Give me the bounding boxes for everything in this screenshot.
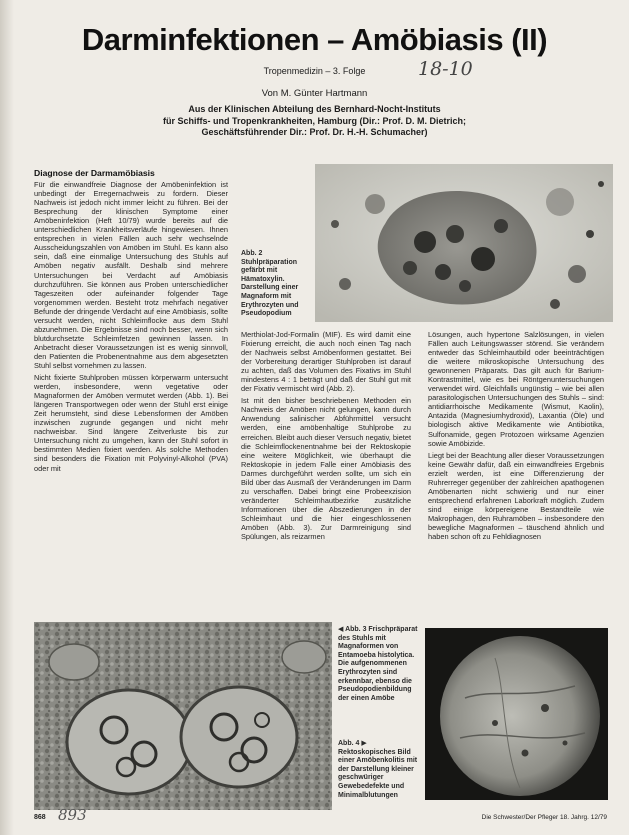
text-column-middle (241, 330, 411, 613)
paragraph: Merthiolat-Jod-Formalin (MIF). Es wird damit eine Fixierung erreicht, die auch noch einen Tag nach der Nachweis selbst Amöbenformen gestattet. Bei der Vorbereitung derartiger Stuhlproben ist darauf zu achten, daß das Volumen des Fixativs im Stuhl mindestens 4 : 1 beträgt und daß der Stuhl gut mit der Fixativ vermischt wird (Abb. 2). (241, 330, 411, 394)
paragraph: Liegt bei der Beachtung aller dieser Voraussetzungen keine Gewähr dafür, daß ein einwandfreies Ergebnis erzielt werden, ist eine Differenzierung der Ruhrerreger gegenüber der zahlreichen apathogenen Amöbenarten nicht schwierig und nur einer entsprechend erfahrenen Laborkraft möglich. Zudem sind einige körpereigene Bestandteile wie Makrophagen, den Ruhramöben – insbesondere den bewegliche Magnaformen – täuschend ähnlich und haben schon oft zu Fehldiagnosen (428, 450, 604, 542)
handwritten-page-note: 893 (58, 806, 87, 824)
author-line: Von M. Günter Hartmann (261, 88, 368, 99)
text-column-right (428, 330, 604, 613)
section-heading: Diagnose der Darmamöbiasis (34, 169, 155, 178)
paragraph: Nicht fixierte Stuhlproben müssen körperwarm untersucht werden, insbesondere, wenn vegetative oder Magnaformen der Amöben vermutet werden (Abb. 1). Bei längeren Transportwegen oder wenn der Stuhl erst einige Zeit herumsteht, sind diese Lebensformen der Amöben inzwischen zugrunde gegangen und nicht mehr nachweisbar. Sind längere Zeitverluste bis zur Untersuchung nicht zu umgehen, kann der Stuhl sofort in bestimmten Medien fixiert werden. Als solche Methoden sind besonders die Fixation mit Polyvinyl-Alkohol (PVA) oder mit (34, 373, 228, 473)
journal-footer: Die Schwester/Der Pfleger 18. Jahrg. 12/79 (481, 814, 607, 821)
page-number: 868 (34, 814, 46, 821)
handwritten-note: 18-10 (418, 58, 473, 80)
stained-smear-image (315, 164, 613, 322)
fresh-stool-preparation-image (34, 622, 332, 810)
paragraph: Lösungen, auch hypertone Salzlösungen, in vielen Fällen auch Leitungswasser störend. Sie verändern entweder das Schleimhautbild oder beeinträchtigen die weitere mikroskopische Untersuchung des gewonnenen Präparats. Das gilt auch für Barium-Kontrastmittel, wie es bei Röntgenuntersuchungen verwendet wird. Gleichfalls ungünstig – wie bei allen parasitologischen Untersuchungen des Stuhls – sind: antidiarrhoische Medikamente (Wismut, Kaolin), Antazida (Magnesiumhydroxid), Laxantia (Öle) und biologisch aktive Medikamente wie Antibiotika, Sulfonamide, gegen Protozoen wirksame Agenzien sowie Amöbizide. (428, 330, 604, 448)
page-binding-shadow (0, 0, 14, 835)
article-title: Darminfektionen – Amöbiasis (II) (81, 22, 548, 57)
affiliation (60, 104, 569, 139)
figure-2-caption: Abb. 2 Stuhlpräparation gefärbt mit Hämatoxylin. Darstellung einer Magnaform mit Erythrozyten und Pseudopodium (241, 250, 299, 318)
affiliation-line: Aus der Klinischen Abteilung des Bernhard-Nocht-Instituts (188, 104, 441, 114)
figure-4-endoscopy (425, 628, 608, 800)
paragraph: Ist mit den bisher beschriebenen Methoden ein Nachweis der Amöben nicht gelungen, kann durch Anwendung salinischer Abführmittel versucht werden, eine amöbenhaltige Stuhlprobe zu erreichen. Bleibt auch dieser Versuch negativ, bietet die Schleimflockenentnahme bei der Rektoskopie eine weitere Möglichkeit, wie überhaupt die Rektoskopie in jedem Falle einer Amöbiasis des Darmes durchgeführt werden sollte, um sich ein Bild über das Ausmaß der Veränderungen im Darm zu verschaffen. Dabei bringt eine Probeexzision veränderter Schleimhautbezirke zusätzliche Informationen über die Abszedierungen in der Schleimhaut und die hier eingeschlossenen Amöben (Abb. 3). Zur Darmreinigung sind Spülungen, als reizarmen (241, 396, 411, 542)
paragraph: Für die einwandfreie Diagnose der Amöbeninfektion ist unbedingt der Erregernachweis zu fordern. Dieser Nachweis ist jedoch nicht immer leicht zu führen. Bei der Besprechung der klinischen Symptome einer Amöbeninfektion (Heft 10/79) wurde bereits auf die unterschiedlichen Krankheitsverläufe hingewiesen. Ihnen entsprechen in vielen Fällen auch sehr wechselnde Ausscheidungszahlen von Amöben im Stuhl. Es kann also sein, daß eine einmalige Untersuchung des Stuhls auf Amöben negativ ausfällt. Deshalb sind mehrere Untersuchungen bei Verdacht auf Amöbiasis durchzuführen. Sie können aus Proben unterschiedlicher Tageszeiten oder aufeinander folgender Tage vorgenommen werden. Besteht trotz mehrfach negativer Befunde der dringende Verdacht auf eine Amöbiasis, sollte versucht werden, nicht Schleimflocke aus dem Stuhl abzunehmen. Die Ergebnisse sind noch besser, wenn sich blutdurchsetzte Schleimfetzen gewinnen lassen. In Anbetracht dieser Voraussetzungen ist es wenig sinnvoll, den Patienten die Probenentnahme aus dem abgesetzten Stuhl selbst vornehmen zu lassen. (34, 180, 228, 370)
figure-3-micrograph (34, 622, 332, 810)
rectoscopic-image (425, 628, 608, 800)
series-label: Tropenmedizin – 3. Folge (263, 66, 366, 76)
figure-4-caption: Abb. 4 ▶ Rektoskopisches Bild einer Amöbenkolitis mit der Darstellung kleiner geschwüriger Gewebedefekte und Minimalblutungen (338, 740, 418, 799)
affiliation-line: für Schiffs- und Tropenkrankheiten, Hamburg (Dir.: Prof. D. M. Dietrich; (162, 115, 467, 126)
figure-2-micrograph (315, 164, 613, 322)
figure-3-caption: ◀ Abb. 3 Frischpräparat des Stuhls mit Magnaformen von Entamoeba histolytica. Die aufgenommenen Erythrozyten sind erkennbar, ebenso die Pseudopodienbildung der einen Amöbe (338, 626, 418, 702)
affiliation-line: Geschäftsführender Dir.: Prof. Dr. H.-H. Schumacher) (201, 127, 428, 137)
